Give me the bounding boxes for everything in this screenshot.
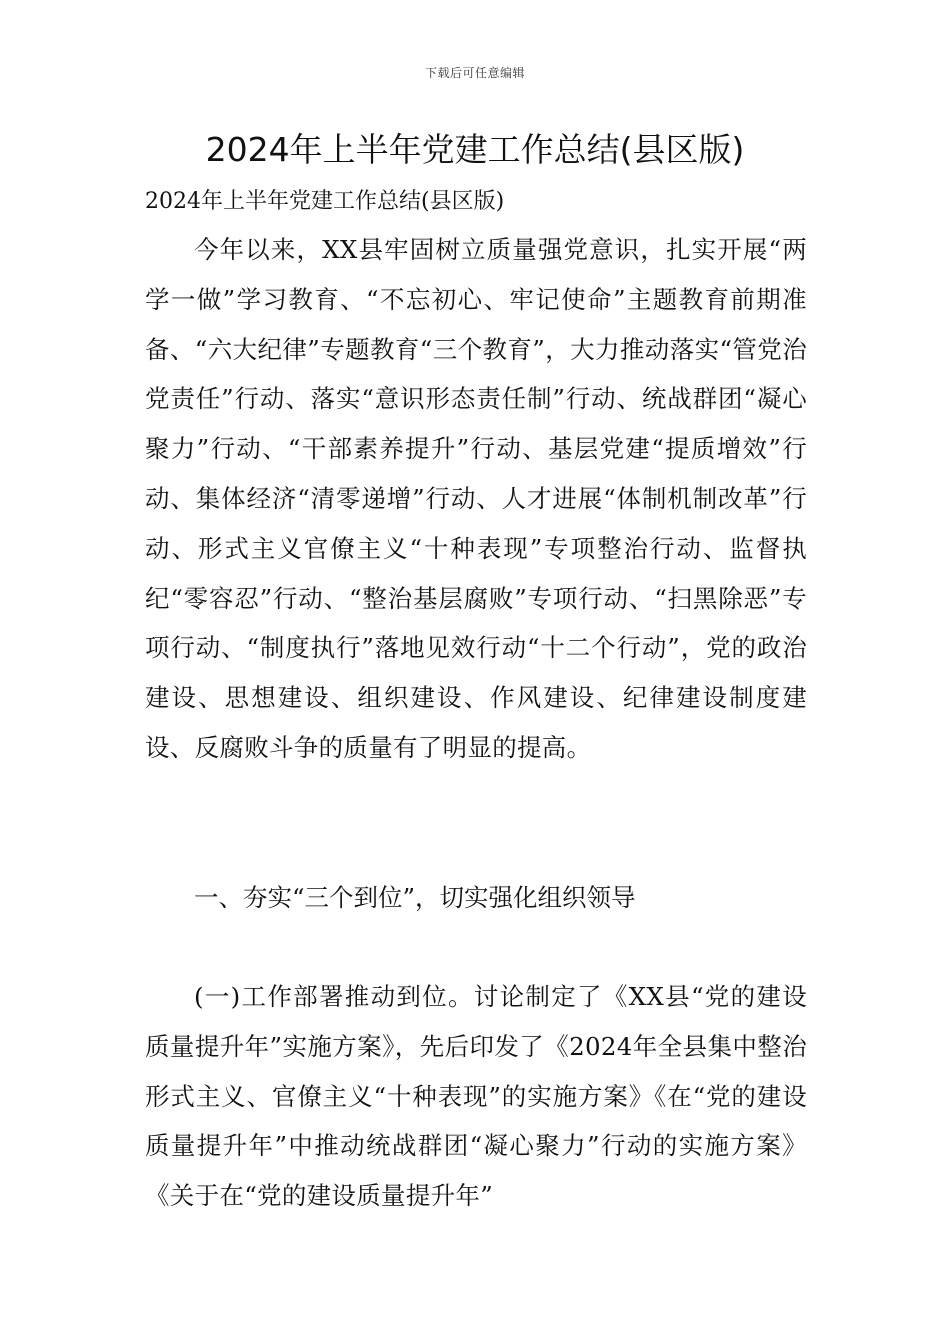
header-note: 下载后可任意编辑 bbox=[424, 66, 525, 80]
section-heading-1: 一、夯实“三个到位”，切实强化组织领导 bbox=[194, 883, 636, 912]
section-1-paragraph: (一)工作部署推动到位。讨论制定了《XX县“党的建设质量提升年”实施方案》，先后印发了《2024年全县集中整治形式主义、官僚主义“十种表现”的实施方案》《在“党的建设质量提升年”中推动统战群团“凝心聚力”行动的实施方案》《关于在“党的建设质量提升年” bbox=[145, 982, 807, 1211]
document-subtitle: 2024年上半年党建工作总结(县区版) bbox=[145, 189, 505, 214]
document-title: 2024年上半年党建工作总结(县区版) bbox=[205, 130, 745, 169]
intro-paragraph: 今年以来，XX县牢固树立质量强党意识，扎实开展“两学一做”学习教育、“不忘初心、牢记使命”主题教育前期准备、“六大纪律”专题教育“三个教育”，大力推动落实“管党治党责任”行动、落实“意识形态责任制”行动、统战群团“凝心聚力”行动、“干部素养提升”行动、基层党建“提质增效”行动、集体经济“清零递增”行动、人才进展“体制机制改革”行动、形式主义官僚主义“十种表现”专项整治行动、监督执纪“零容忍”行动、“整治基层腐败”专项行动、“扫黑除恶”专项行动、“制度执行”落地见效行动“十二个行动”，党的政治建设、思想建设、组织建设、作风建设、纪律建设制度建设、反腐败斗争的质量有了明显的提高。 bbox=[145, 235, 808, 762]
